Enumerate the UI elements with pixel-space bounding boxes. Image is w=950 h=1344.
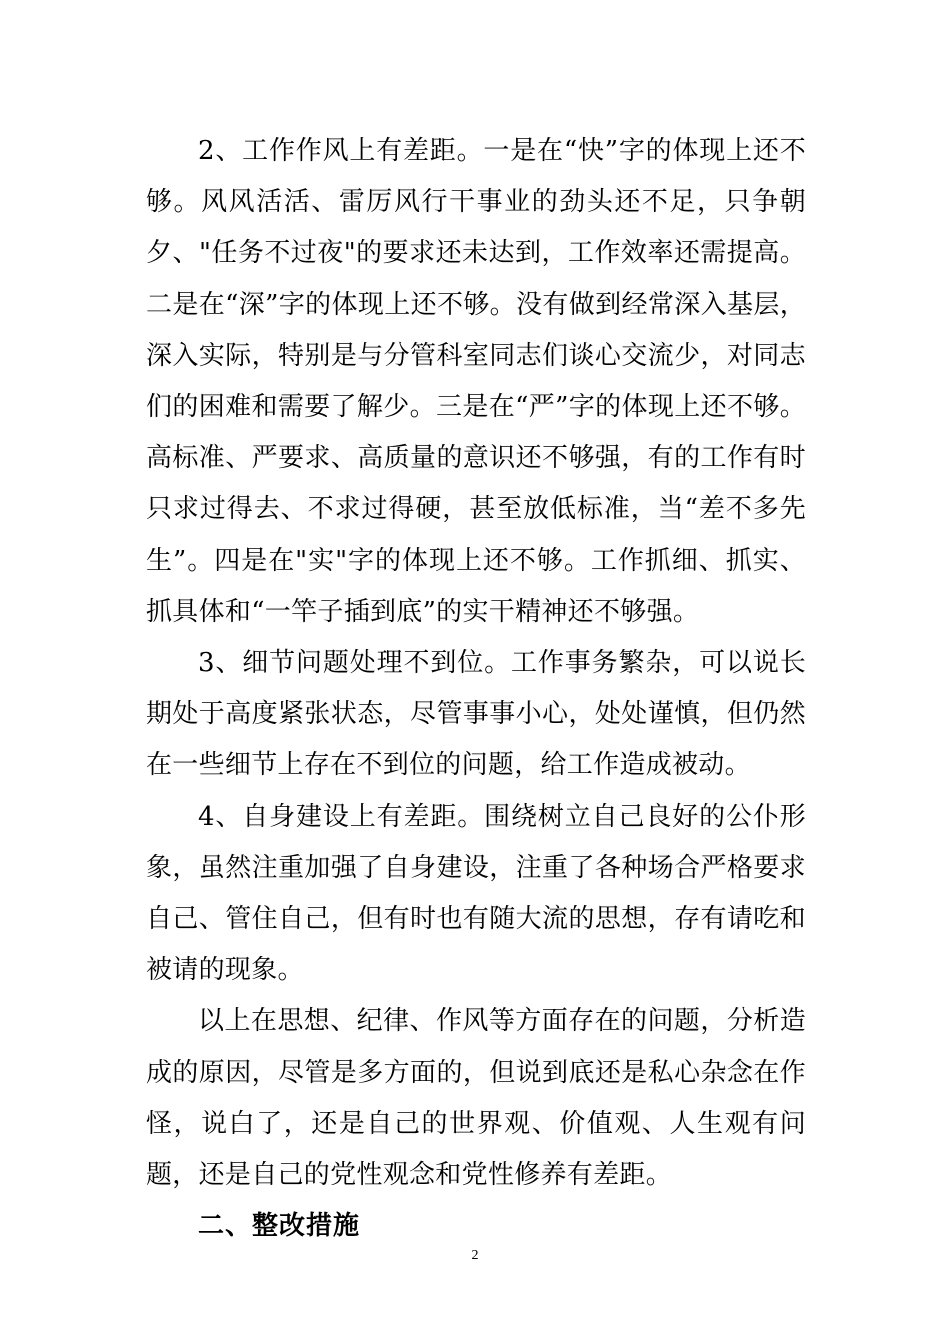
paragraph-summary: 以上在思想、纪律、作风等方面存在的问题，分析造成的原因，尽管是多方面的，但说到底还是私心杂念在作怪，说白了，还是自己的世界观、价值观、人生观有问题，还是自己的党性观念和党性修养有差距。 — [146, 1006, 806, 1191]
page-number: 2 — [471, 1248, 479, 1263]
paragraph-self-building: 4、自身建设上有差距。围绕树立自己良好的公仆形象，虽然注重加强了自身建设，注重了各种场合严格要求自己、管住自己，但有时也有随大流的思想，存有请吃和被请的现象。 — [146, 801, 806, 986]
document-body — [146, 126, 806, 1252]
paragraph-details: 3、细节问题处理不到位。工作事务繁杂，可以说长期处于高度紧张状态，尽管事事小心，处处谨慎，但仍然在一些细节上存在不到位的问题，给工作造成被动。 — [146, 648, 806, 781]
paragraph-work-style: 2、工作作风上有差距。一是在“快”字的体现上还不够。风风活活、雷厉风行干事业的劲头还不足，只争朝夕、"任务不过夜"的要求还未达到，工作效率还需提高。二是在“深”字的体现上还不够。没有做到经常深入基层，深入实际，特别是与分管科室同志们谈心交流少，对同志们的困难和需要了解少。三是在“严”字的体现上还不够。高标准、严要求、高质量的意识还不够强，有的工作有时只求过得去、不求过得硬，甚至放低标准，当“差不多先生”。四是在"实"字的体现上还不够。工作抓细、抓实、抓具体和“一竿子插到底”的实干精神还不够强。 — [146, 136, 806, 627]
section-heading: 二、整改措施 — [198, 1211, 361, 1242]
